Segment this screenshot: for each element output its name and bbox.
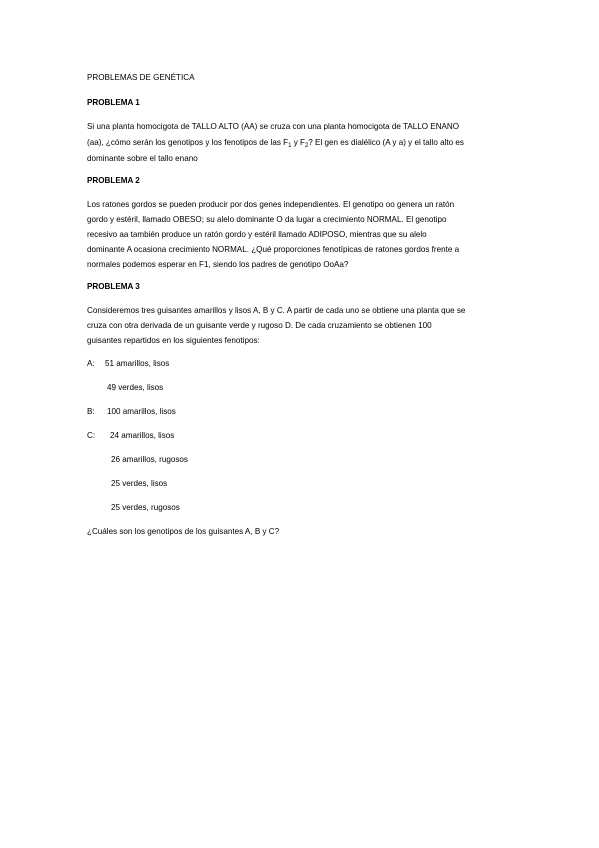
problem-1-line-2-part-a: (aa), ¿cómo serán los genotipos y los fenotipos de las F bbox=[87, 138, 289, 147]
result-c-1: 24 amarillos, lisos bbox=[110, 431, 175, 440]
result-a-1: 51 amarillos, lisos bbox=[105, 359, 170, 368]
result-a-2: 49 verdes, lisos bbox=[107, 383, 164, 392]
problem-3-heading: PROBLEMA 3 bbox=[87, 282, 140, 291]
problem-2-line-2: gordo y estéril, llamado OBESO; su alelo dominante O da lugar a crecimiento NORMAL. El genotipo bbox=[87, 215, 447, 224]
label-a: A: bbox=[87, 359, 95, 368]
problem-1-heading: PROBLEMA 1 bbox=[87, 98, 140, 107]
problem-1-line-2-part-c: ? El gen es dialélico (A y a) y el tallo alto es bbox=[308, 138, 464, 147]
problem-2-line-1: Los ratones gordos se pueden producir por dos genes independientes. El genotipo oo genera un ratón bbox=[87, 200, 455, 209]
problem-1-line-2 bbox=[87, 136, 464, 150]
result-c-3: 25 verdes, lisos bbox=[111, 479, 168, 488]
problem-1-line-1: Si una planta homocigota de TALLO ALTO (AA) se cruza con una planta homocigota de TALLO ENANO bbox=[87, 122, 460, 131]
result-c-2: 26 amarillos, rugosos bbox=[111, 455, 188, 464]
subscript-1: 1 bbox=[288, 143, 292, 149]
problem-1-line-2-part-b: y F bbox=[291, 138, 305, 147]
problem-2-line-5: normales podemos esperar en F1, siendo los padres de genotipo OoAa? bbox=[87, 260, 349, 269]
document-title: PROBLEMAS DE GENÉTICA bbox=[87, 73, 195, 82]
problem-1-line-3: dominante sobre el tallo enano bbox=[87, 154, 198, 163]
subscript-2: 2 bbox=[304, 143, 309, 149]
problem-2-line-4: dominante A ocasiona crecimiento NORMAL. ¿Qué proporciones fenotípicas de ratones gordos frente a bbox=[87, 245, 460, 254]
label-b: B: bbox=[87, 407, 95, 416]
problem-3-line-1: Consideremos tres guisantes amarillos y lisos A, B y C. A partir de cada uno se obtiene una planta que se bbox=[87, 306, 466, 315]
label-c: C: bbox=[87, 431, 96, 440]
problem-2-line-3: recesivo aa también produce un ratón gordo y estéril llamado ADIPOSO, mientras que su alelo bbox=[87, 230, 427, 239]
problem-3-question: ¿Cuáles son los genotipos de los guisantes A, B y C? bbox=[87, 527, 280, 536]
result-b-1: 100 amarillos, lisos bbox=[107, 407, 176, 416]
problem-3-line-3: guisantes repartidos en los siguientes fenotipos: bbox=[87, 336, 260, 345]
problem-3-line-2: cruza con otra derivada de un guisante verde y rugoso D. De cada cruzamiento se obtienen 100 bbox=[87, 321, 432, 330]
result-c-4: 25 verdes, rugosos bbox=[111, 503, 180, 512]
problem-2-heading: PROBLEMA 2 bbox=[87, 176, 140, 185]
